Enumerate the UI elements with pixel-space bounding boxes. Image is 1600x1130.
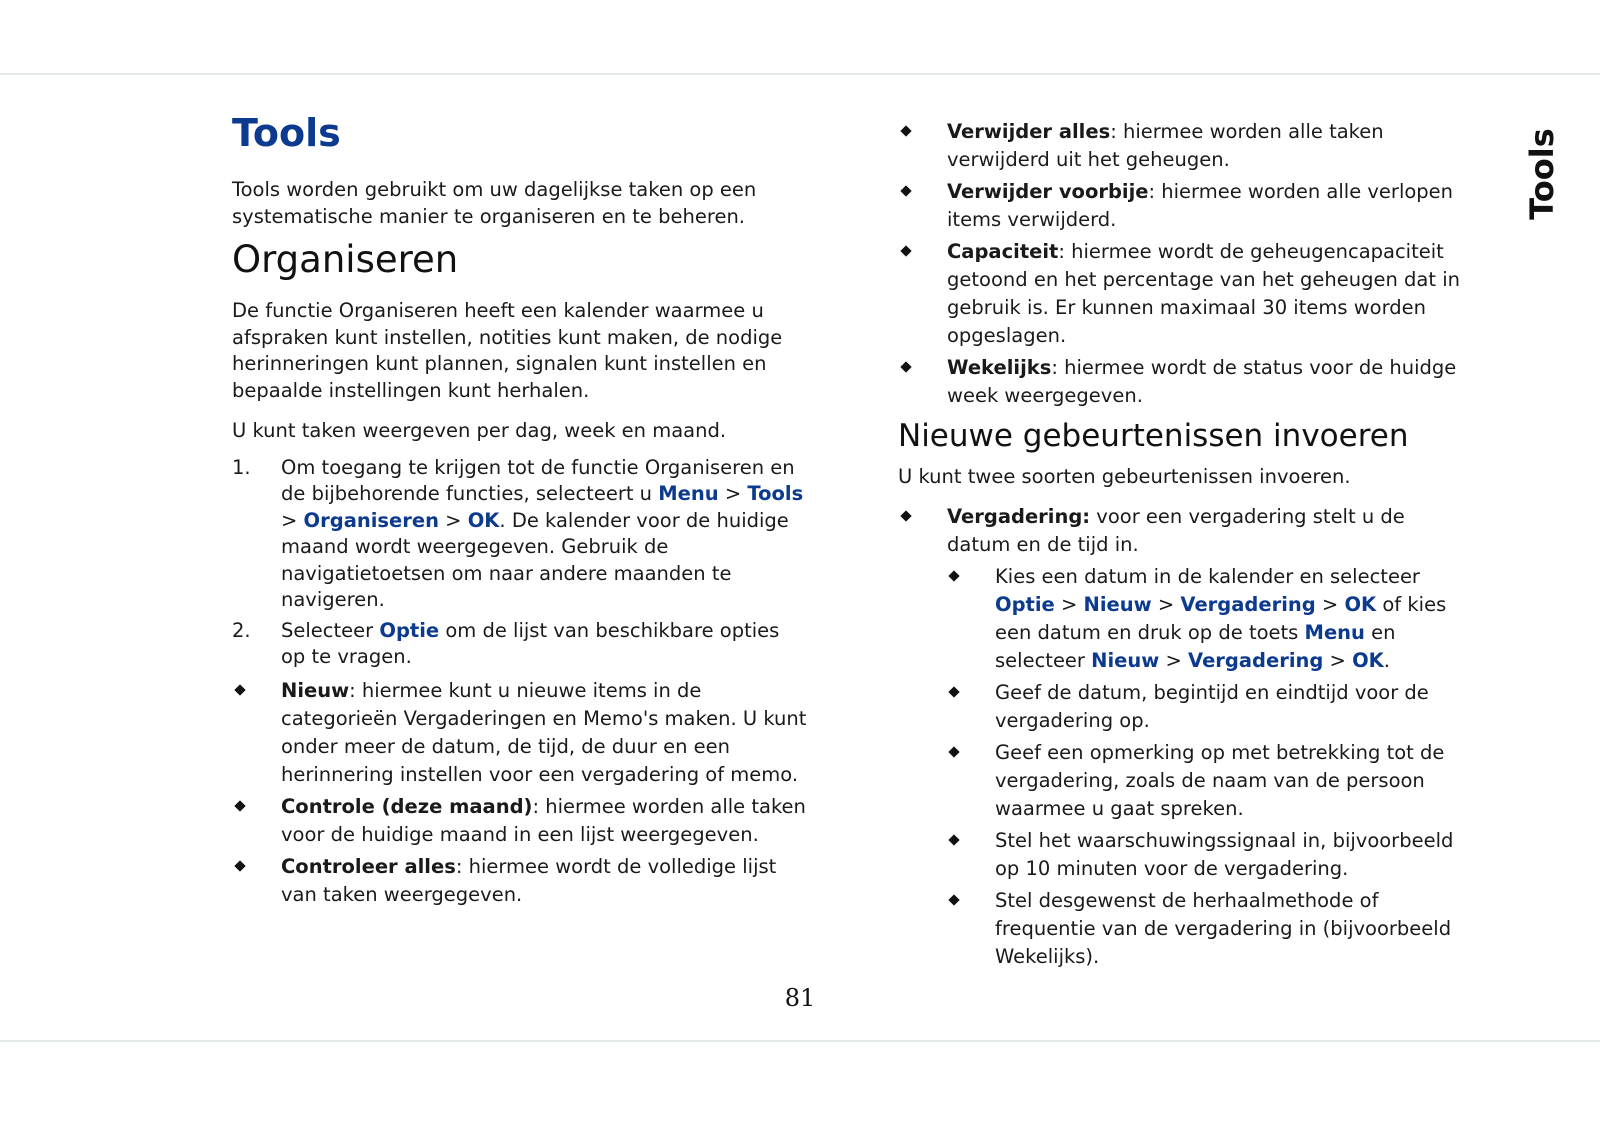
left-column — [232, 105, 807, 909]
option-keyword: Optie — [379, 618, 440, 642]
organiser-keyword: Organiseren — [303, 508, 439, 532]
bullet-icon — [948, 570, 959, 581]
list-item: Wekelijks: hiermee wordt de status voor de huidge week weergegeven. — [898, 354, 1473, 410]
list-item: Vergadering: voor een vergadering stelt u de datum en de tijd in. — [898, 503, 1473, 559]
bullet-icon — [234, 684, 245, 695]
bullet-icon — [948, 686, 959, 697]
bullet-icon — [234, 800, 245, 811]
bullet-icon — [234, 860, 245, 871]
chapter-side-tab-label: Tools — [1522, 128, 1561, 220]
right-column — [898, 118, 1473, 971]
list-item: Geef de datum, begintijd en eindtijd voor de vergadering op. — [946, 679, 1473, 735]
tools-keyword: Tools — [747, 482, 804, 505]
step-1: 1. Om toegang te krijgen tot de functie Organiseren en de bijbehorende functies, selecteert u Menu > Tools > Organiseren > OK. De kalender voor de huidige maand wordt weergegeven. Gebruik de navigatietoetsen om naar andere maanden te navigeren. — [232, 455, 804, 611]
list-item: Stel desgewenst de herhaalmethode of frequentie van de vergadering in (bijvoorbeeld Wekelijks). — [946, 887, 1473, 971]
subsection-heading: Nieuwe gebeurtenissen invoeren — [898, 418, 1409, 454]
step-2: 2. Selecteer Optie om de lijst van beschikbare opties op te vragen. — [232, 618, 780, 668]
view-paragraph: U kunt taken weergeven per dag, week en maand. — [232, 419, 727, 442]
list-item: Stel het waarschuwingssignaal in, bijvoorbeeld op 10 minuten voor de vergadering. — [946, 827, 1473, 883]
menu-keyword: Menu — [658, 482, 719, 505]
page-title: Tools — [232, 111, 341, 155]
bullet-icon — [948, 746, 959, 757]
bullet-icon — [900, 185, 911, 196]
footer-rule — [0, 1040, 1600, 1042]
list-item: Verwijder alles: hiermee worden alle taken verwijderd uit het geheugen. — [898, 118, 1473, 174]
bullet-icon — [900, 510, 911, 521]
bullet-icon — [900, 245, 911, 256]
events-intro: U kunt twee soorten gebeurtenissen invoeren. — [898, 465, 1351, 488]
list-item: Capaciteit: hiermee wordt de geheugencapaciteit getoond en het percentage van het geheugen dat in gebruik is. Er kunnen maximaal 30 items worden opgeslagen. — [898, 238, 1473, 350]
header-rule — [0, 73, 1600, 75]
bullet-icon — [948, 894, 959, 905]
chapter-side-tab — [1522, 128, 1562, 220]
list-item: Kies een datum in de kalender en selecteer Optie > Nieuw > Vergadering > OK of kies een datum en druk op de toets Menu en selecteer Nieuw > Vergadering > OK. — [946, 563, 1473, 675]
bullet-icon — [900, 361, 911, 372]
list-item: Controleer alles: hiermee wordt de volledige lijst van taken weergegeven. — [232, 853, 807, 909]
step-number: 2. — [232, 618, 251, 642]
page-number: 81 — [784, 984, 816, 1012]
organiser-paragraph: De functie Organiseren heeft een kalender waarmee u afspraken kunt instellen, notities kunt maken, de nodige herinneringen kunt plannen, signalen kunt instellen en bepaalde instellingen kunt herhalen. — [232, 299, 783, 402]
list-item: Verwijder voorbije: hiermee worden alle verlopen items verwijderd. — [898, 178, 1473, 234]
intro-paragraph: Tools worden gebruikt om uw dagelijkse taken op een systematische manier te organiseren en te beheren. — [232, 178, 757, 228]
steps-list — [232, 455, 807, 671]
step-number: 1. — [232, 455, 251, 479]
list-item: Controle (deze maand): hiermee worden alle taken voor de huidige maand in een lijst weergegeven. — [232, 793, 807, 849]
ok-keyword: OK — [467, 508, 500, 532]
section-heading: Organiseren — [232, 238, 459, 281]
list-item: Nieuw: hiermee kunt u nieuwe items in de categorieën Vergaderingen en Memo's maken. U kunt onder meer de datum, de tijd, de duur en een herinnering instellen voor een vergadering of memo. — [232, 677, 807, 789]
list-item: Geef een opmerking op met betrekking tot de vergadering, zoals de naam van de persoon waarmee u gaat spreken. — [946, 739, 1473, 823]
bullet-icon — [948, 834, 959, 845]
bullet-icon — [900, 125, 911, 136]
